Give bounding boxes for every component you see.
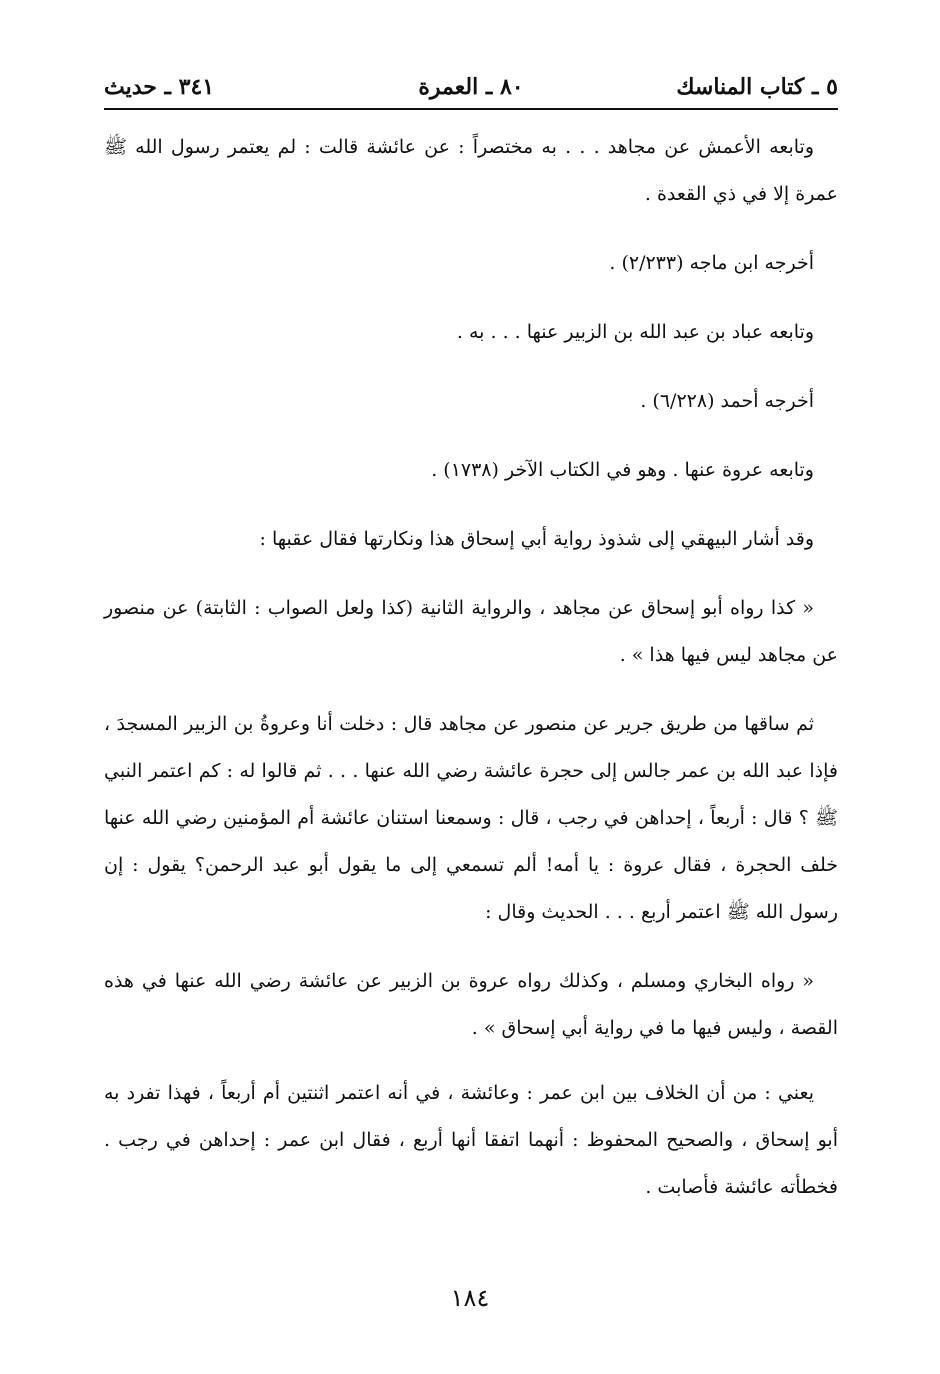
paragraph-5: وتابعه عروة عنها . وهو في الكتاب الآخر (١٧٣٨) . <box>431 459 814 481</box>
header-chapter: ٥ ـ كتاب المناسك <box>676 74 838 100</box>
running-header <box>104 66 838 106</box>
paragraph-9-quote: « رواه البخاري ومسلم ، وكذلك رواه عروة بن الزبير عن عائشة رضي الله عنها في هذه القصة ، وليس فيها ما في رواية أبي إسحاق » . <box>104 970 838 1039</box>
paragraph-3: وتابعه عباد بن عبد الله بن الزبير عنها . . . به . <box>456 321 814 343</box>
paragraph-8: ثم ساقها من طريق جرير عن منصور عن مجاهد قال : دخلت أنا وعروةُ بن الزبير المسجدَ ، فإذا عبد الله بن عمر جالس إلى حجرة عائشة رضي الله عنها . . . ثم قالوا له : كم اعتمر النبي ﷺ ؟ قال : أربعاً ، إحداهن في رجب ، قال : وسمعنا استنان عائشة أم المؤمنين رضي الله عنها خلف الحجرة ، فقال عروة : يا أمه! ألم تسمعي إلى ما يقول أبو عبد الرحمن؟ يقول : إن رسول الله ﷺ اعتمر أربع . . . الحديث وقال : <box>104 713 838 923</box>
paragraph-4: أخرجه أحمد (٦/٢٢٨) . <box>640 390 814 412</box>
page-body <box>104 124 838 1233</box>
page-number: ١٨٤ <box>450 1284 490 1312</box>
header-hadith-number: ٣٤١ ـ حديث <box>104 74 215 100</box>
paragraph-2: أخرجه ابن ماجه (٢/٢٣٣) . <box>609 252 814 274</box>
header-section: ٨٠ ـ العمرة <box>418 74 524 100</box>
header-divider <box>104 108 838 110</box>
paragraph-1: وتابعه الأعمش عن مجاهد . . . به مختصراً : عن عائشة قالت : لم يعتمر رسول الله ﷺ عمرة إلا في ذي القعدة . <box>104 136 838 205</box>
paragraph-10: يعني : من أن الخلاف بين ابن عمر : وعائشة ، في أنه اعتمر اثنتين أم أربعاً ، فهذا تفرد به أبو إسحاق ، والصحيح المحفوظ : أنهما اتفقا أنها أربع ، فقال ابن عمر : إحداهن في رجب . فخطأته عائشة فأصابت . <box>104 1082 838 1198</box>
paragraph-6: وقد أشار البيهقي إلى شذوذ رواية أبي إسحاق هذا ونكارتها فقال عقبها : <box>259 528 814 550</box>
paragraph-7-quote: « كذا رواه أبو إسحاق عن مجاهد ، والرواية الثانية (كذا ولعل الصواب : الثابتة) عن منصور عن مجاهد ليس فيها هذا » . <box>104 597 838 666</box>
